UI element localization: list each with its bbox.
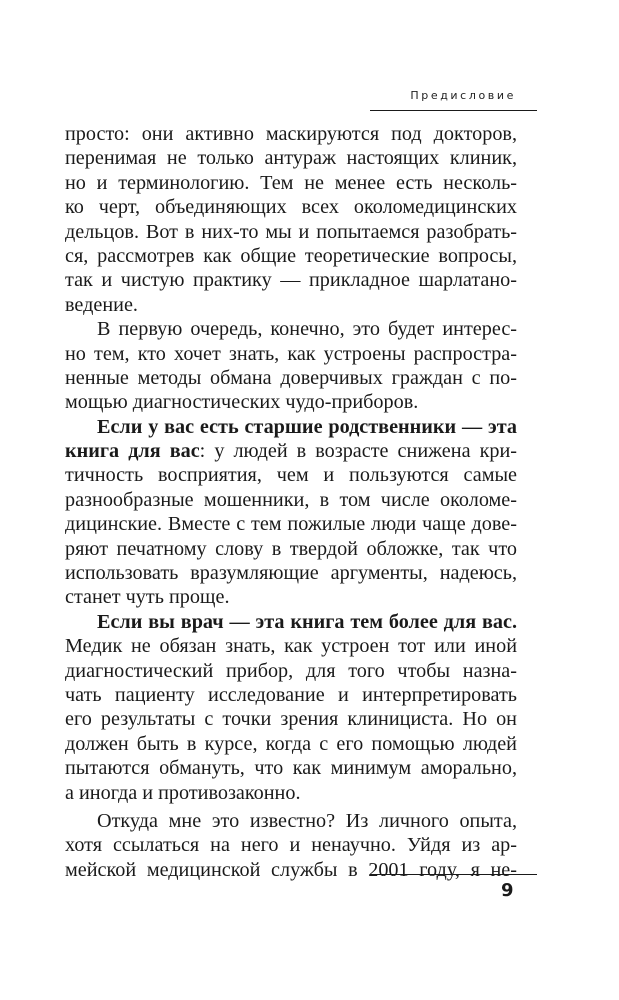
text-line: просто: они активно маскируются под докторов, [65,123,517,145]
text-line: его результаты с точки зрения клинициста. Но он [65,708,517,731]
text-line: но тем, кто хочет знать, как устроены распростра- [65,342,517,365]
text-line: должен быть в курсе, когда с его помощью людей [65,732,517,755]
text-line: Откуда мне это известно? Из личного опыта, [97,809,517,832]
bold-text-line: Если вы врач — эта книга тем более для вас. [97,610,517,633]
text-line: В первую очередь, конечно, это будет интерес- [97,318,517,341]
text-line-mixed [65,439,517,463]
text-line: разнообразные мошенники, в том числе околоме- [65,488,517,511]
body-text [65,122,517,882]
text-line: но и терминологию. Тем не менее есть несколь- [65,171,517,194]
text-line: ненные методы обмана доверчивых граждан с по- [65,366,517,389]
running-head: Предисловие [410,89,516,102]
text-line: использовать вразумляющие аргументы, надеюсь, [65,562,517,585]
bold-text-line: Если у вас есть старшие родственники — эта [97,415,517,438]
text-line: Медик не обязан знать, как устроен тот или иной [65,635,517,658]
header-rule [370,110,537,111]
text-line: диагностический прибор, для того чтобы назна- [65,659,517,682]
text-line: ко черт, объединяющих всех околомедицинских [65,196,517,219]
text-line: хотя ссылаться на него и ненаучно. Уйдя из ар- [65,834,517,857]
text-line: перенимая не только антураж настоящих клиник, [65,147,517,170]
text-span: : у людей в возрасте снижена кри- [199,440,517,463]
text-line: мейской медицинской службы в 2001 году, я не- [65,858,517,881]
text-line: ся, рассмотрев как общие теоретические вопросы, [65,244,517,267]
text-line: дицинские. Вместе с тем пожилые люди чаще дове- [65,513,517,536]
footer-rule [370,874,537,875]
text-line: дельцов. Вот в них-то мы и попытаемся разобрать- [65,220,517,243]
text-line: так и чистую практику — прикладное шарлатано- [65,269,517,292]
page-number: 9 [501,880,514,901]
text-line: ряют печатному слову в твердой обложке, так что [65,537,517,560]
text-line: чать пациенту исследование и интерпретировать [65,683,517,706]
text-line: пытаются обмануть, что как минимум аморально, [65,757,517,780]
text-line: а иногда и противозаконно. [65,781,301,804]
text-line: мощью диагностических чудо-приборов. [65,391,419,414]
text-line: тичность восприятия, чем и пользуются самые [65,464,517,487]
bold-span: книга для вас [65,440,200,463]
text-line: ведение. [65,293,138,316]
text-line: станет чуть проще. [65,586,230,609]
